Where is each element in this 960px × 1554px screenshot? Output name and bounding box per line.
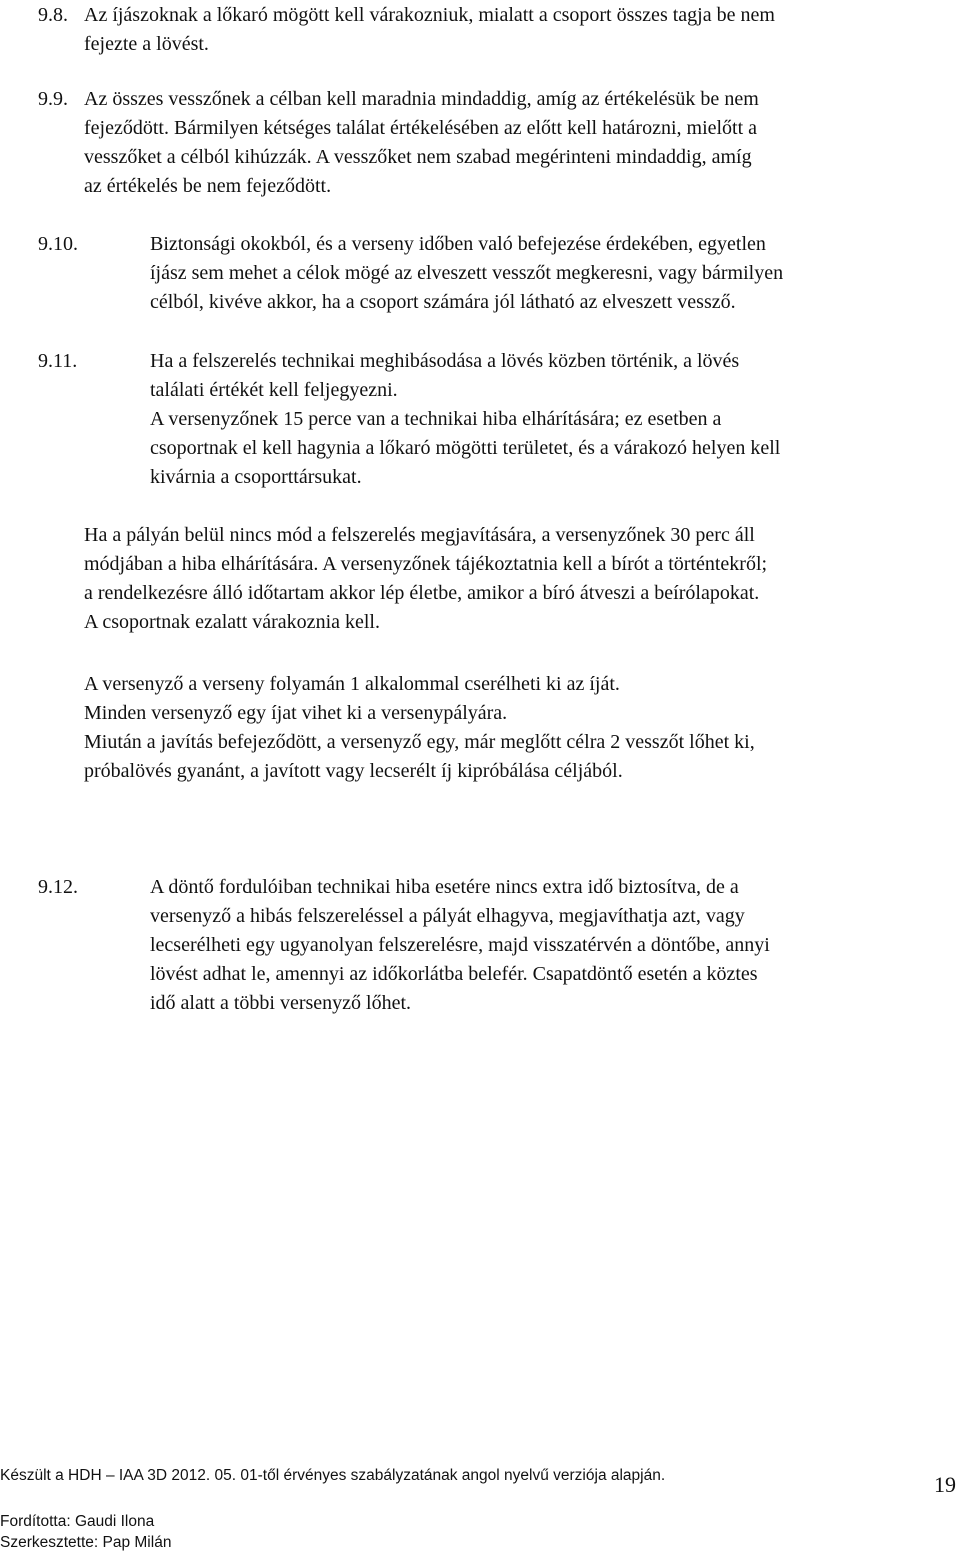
footer-translator: Fordította: Gaudi Ilona <box>0 1513 155 1530</box>
text-line: Ha a pályán belül nincs mód a felszerelés megjavítására, a versenyzőnek 30 perc áll <box>84 524 755 546</box>
text-line: Minden versenyző egy íjat vihet ki a versenypályára. <box>84 702 508 724</box>
text-line: idő alatt a többi versenyző lőhet. <box>150 992 412 1014</box>
paragraph-repair-time <box>84 521 960 637</box>
text-line: módjában a hiba elhárítására. A versenyzőnek tájékoztatnia kell a bírót a történtekről; <box>84 553 768 575</box>
text-line: a rendelkezésre álló időtartam akkor lép életbe, amikor a bíró átveszi a beírólapokat. <box>84 582 760 604</box>
text-line: Biztonsági okokból, és a verseny időben való befejezése érdekében, egyetlen <box>150 233 766 255</box>
text-line: csoportnak el kell hagynia a lőkaró mögötti területet, és a várakozó helyen kell <box>150 437 781 459</box>
section-text <box>150 347 960 492</box>
text-line: lövést adhat le, amennyi az időkorlátba belefér. Csapatdöntő esetén a köztes <box>150 963 758 985</box>
text-line: A csoportnak ezalatt várakoznia kell. <box>84 611 380 633</box>
footer-editor: Szerkesztette: Pap Milán <box>0 1534 172 1551</box>
text-line: próbalövés gyanánt, a javított vagy lecserélt íj kipróbálása céljából. <box>84 760 623 782</box>
section-text <box>150 873 960 1018</box>
text-line: találati értékét kell feljegyezni. <box>150 379 398 401</box>
text-line: fejeződött. Bármilyen kétséges találat értékelésében az előtt kell határozni, mielőtt a <box>84 117 758 139</box>
text-line: Az összes vesszőnek a célban kell maradnia mindaddig, amíg az értékelésük be nem <box>84 88 759 110</box>
section-number: 9.12. <box>38 876 78 898</box>
text-line: Az íjászoknak a lőkaró mögött kell várakozniuk, mialatt a csoport összes tagja be nem <box>84 4 775 26</box>
section-number: 9.10. <box>38 233 78 255</box>
section-number: 9.9. <box>38 88 68 110</box>
text-line: A versenyzőnek 15 perce van a technikai hiba elhárítására; ez esetben a <box>150 408 722 430</box>
paragraph-bow-change <box>84 670 960 786</box>
text-line: fejezte a lövést. <box>84 33 209 55</box>
footer-source-note: Készült a HDH – IAA 3D 2012. 05. 01-től érvényes szabályzatának angol nyelvű verziója alapján. <box>0 1467 666 1484</box>
page-number: 19 <box>934 1472 956 1497</box>
text-line: kivárnia a csoporttársukat. <box>150 466 362 488</box>
text-line: az értékelés be nem fejeződött. <box>84 175 332 197</box>
text-line: A versenyző a verseny folyamán 1 alkalommal cserélheti ki az íját. <box>84 673 620 695</box>
text-line: versenyző a hibás felszereléssel a pályát elhagyva, megjavíthatja azt, vagy <box>150 905 745 927</box>
section-text <box>84 85 960 201</box>
text-line: célból, kivéve akkor, ha a csoport számára jól látható az elveszett vessző. <box>150 291 736 313</box>
section-number: 9.8. <box>38 4 68 26</box>
text-line: A döntő fordulóiban technikai hiba esetére nincs extra idő biztosítva, de a <box>150 876 739 898</box>
section-number: 9.11. <box>38 350 78 372</box>
section-text <box>150 230 960 317</box>
text-line: íjász sem mehet a célok mögé az elveszett vesszőt megkeresni, vagy bármilyen <box>150 262 784 284</box>
text-line: Ha a felszerelés technikai meghibásodása a lövés közben történik, a lövés <box>150 350 740 372</box>
text-line: Miután a javítás befejeződött, a versenyző egy, már meglőtt célra 2 vesszőt lőhet ki, <box>84 731 755 753</box>
section-text <box>84 1 960 59</box>
text-line: lecserélheti egy ugyanolyan felszerelésre, majd visszatérvén a döntőbe, annyi <box>150 934 770 956</box>
text-line: vesszőket a célból kihúzzák. A vesszőket nem szabad megérinteni mindaddig, amíg <box>84 146 752 168</box>
